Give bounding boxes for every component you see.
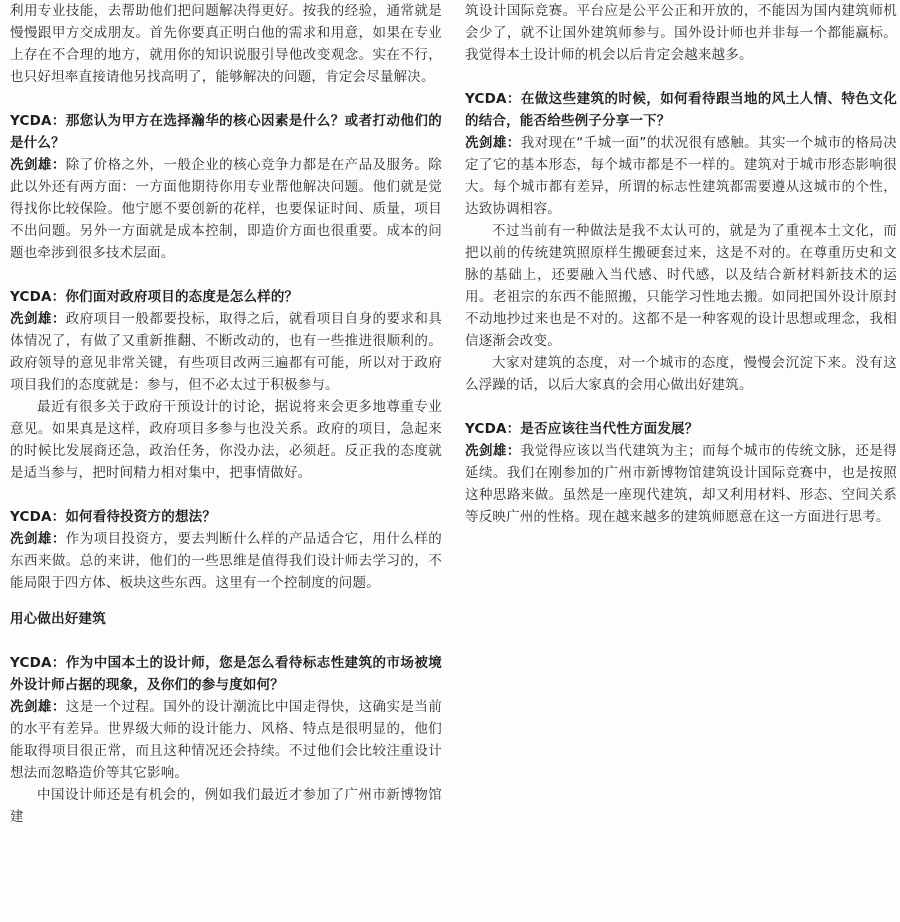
spacer [10,630,442,652]
question-contemporary: YCDA：是否应该往当代性方面发展？ [465,421,699,437]
speaker-label: 冼剑雄： [465,135,521,151]
answer-government-projects-continued: 最近有很多关于政府干预设计的讨论，据说将来会更多地尊重专业意见。如果真是这样，政府项目多参与也没关系。政府的项目，急起来的时候比发展商还急，政治任务，你没办法，必须赶。反正我的态度就是适当参与，把时间精力相对集中，把事情做好。 [10,399,442,481]
left-column [10,0,442,828]
continuation-paragraph: 筑设计国际竞赛。平台应是公平公正和开放的，不能因为国内建筑师机会少了，就不让国外建筑师参与。国外设计师也并非每一个都能赢标。我觉得本土设计师的机会以后肯定会越来越多。 [465,3,897,63]
spacer [10,264,442,286]
answer-text: 我对现在“千城一面”的状况很有感触。其实一个城市的格局决定了它的基本形态，每个城市都是不一样的。建筑对于城市形态影响很大。每个城市都有差异，所谓的标志性建筑都需要遵从这城市的个性，达致协调相容。 [465,135,897,217]
section-heading: 用心做出好建筑 [10,611,106,627]
answer-local-culture-para2: 不过当前有一种做法是我不太认可的，就是为了重视本土文化，而把以前的传统建筑照原样生搬硬套过来，这是不对的。在尊重历史和文脉的基础上，还要融入当代感、时代感，以及结合新材料新技术的运用。老祖宗的东西不能照搬，只能学习性地去搬。如同把国外设计原封不动地抄过来也是不对的。这都不是一种客观的设计思想或理念，我相信逐渐会改变。 [465,223,897,349]
answer-landmark-market-continued: 中国设计师还是有机会的，例如我们最近才参加了广州市新博物馆建 [10,787,442,825]
speaker-label: 冼剑雄： [10,157,66,173]
answer-government-projects [10,308,442,396]
speaker-label: 冼剑雄： [10,531,66,547]
speaker-label: 冼剑雄： [10,311,66,327]
spacer [465,396,897,418]
spacer [10,594,442,608]
answer-text: 我觉得应该以当代建筑为主；而每个城市的传统文脉，还是得延续。我们在刚参加的广州市新博物馆建筑设计国际竞赛中，也是按照这种思路来做。虽然是一座现代建筑，却又利用材料、形态、空间关系等反映广州的性格。现在越来越多的建筑师愿意在这一方面进行思考。 [465,443,897,525]
answer-local-culture [465,132,897,220]
intro-paragraph: 利用专业技能，去帮助他们把问题解决得更好。按我的经验，通常就是慢慢跟甲方交成朋友。首先你要真正明白他的需求和用意，如果在专业上存在不合理的地方，就用你的知识说服引导他改变观念。实在不行，也只好坦率直接请他另找高明了，能够解决的问题，肯定会尽量解决。 [10,3,442,85]
spacer [465,66,897,88]
spacer [10,88,442,110]
answer-landmark-market [10,696,442,784]
answer-local-culture-para3: 大家对建筑的态度，对一个城市的态度，慢慢会沉淀下来。没有这么浮躁的话，以后大家真的会用心做出好建筑。 [465,355,897,393]
speaker-label: 冼剑雄： [465,443,521,459]
answer-contemporary [465,440,897,528]
question-landmark-market: YCDA：作为中国本土的设计师，您是怎么看待标志性建筑的市场被境外设计师占据的现象，及你们的参与度如何？ [10,655,442,693]
answer-investors [10,528,442,594]
answer-text: 除了价格之外，一般企业的核心竞争力都是在产品及服务。除此以外还有两方面：一方面他期待你用专业帮他解决问题。他们就是觉得找你比较保险。他宁愿不要创新的花样，也要保证时间、质量，项目不出问题。另外一方面就是成本控制，即造价方面也很重要。成本的问题也牵涉到很多技术层面。 [10,157,442,261]
speaker-label: 冼剑雄： [10,699,66,715]
spacer [10,484,442,506]
question-investors: YCDA：如何看待投资方的想法？ [10,509,217,525]
right-column [465,0,897,528]
question-government-projects: YCDA：你们面对政府项目的态度是怎么样的？ [10,289,299,305]
answer-core-factors [10,154,442,264]
question-core-factors: YCDA：那您认为甲方在选择瀚华的核心因素是什么？或者打动他们的是什么？ [10,113,442,151]
answer-text: 作为项目投资方，要去判断什么样的产品适合它，用什么样的东西来做。总的来讲，他们的一些思维是值得我们设计师去学习的，不能局限于四方体、板块这些东西。这里有一个控制度的问题。 [10,531,442,591]
answer-text: 政府项目一般都要投标，取得之后，就看项目自身的要求和具体情况了，有做了又重新推翻、不断改动的，也有一些推进很顺利的。政府领导的意见非常关键，有些项目改两三遍都有可能，所以对于政府项目我们的态度就是：参与，但不必太过于积极参与。 [10,311,442,393]
answer-text: 这是一个过程。国外的设计潮流比中国走得快，这确实是当前的水平有差异。世界级大师的设计能力、风格、特点是很明显的，他们能取得项目很正常，而且这种情况还会持续。不过他们会比较注重设计想法而忽略造价等其它影响。 [10,699,442,781]
question-local-culture: YCDA：在做这些建筑的时候，如何看待跟当地的风土人情、特色文化的结合，能否给些例子分享一下？ [465,91,897,129]
